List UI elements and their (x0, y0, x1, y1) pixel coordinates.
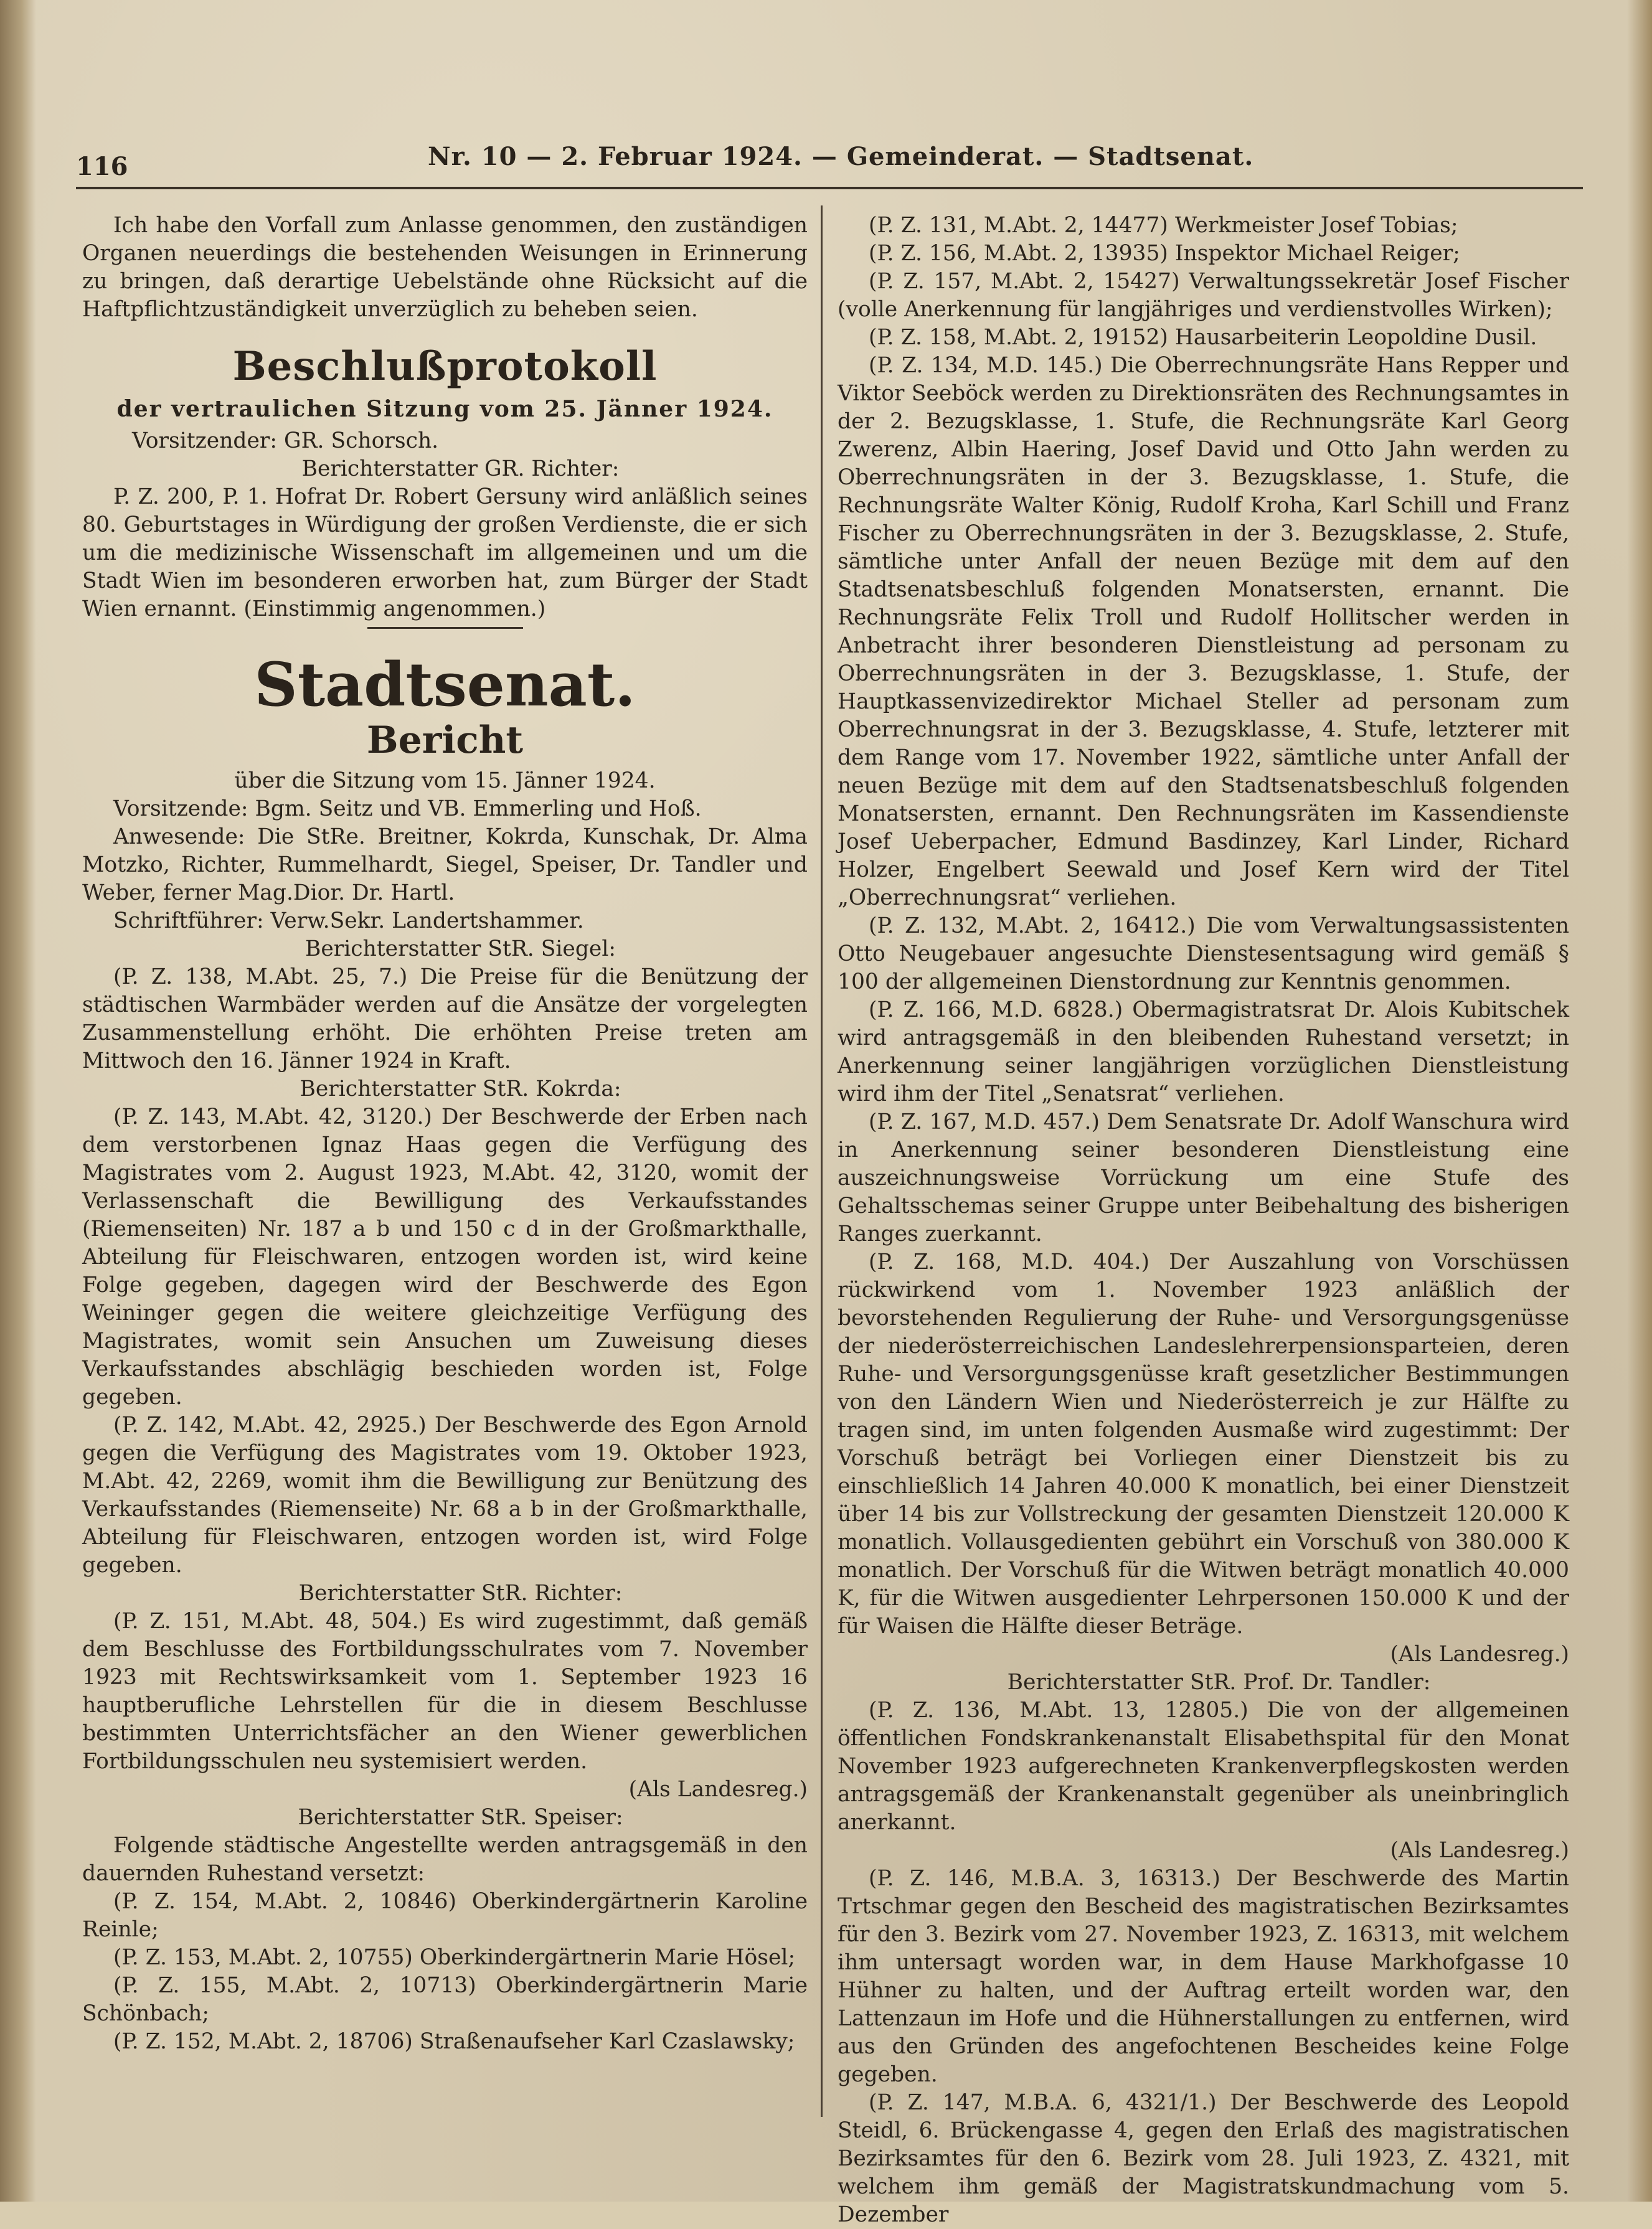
berichterstatter-siegel: Berichterstatter StR. Siegel: (304, 936, 616, 961)
paragraph-p166: (P. Z. 166, M.D. 6828.) Obermagistratsrat Dr. Alois Kubitschek wird antragsgemäß in den bleibenden Ruhestand versetzt; in Anerkennung seiner langjährigen vorzüglichen Dienstleistung wird ihm der Titel „Senatsrat“ verliehen. (838, 997, 1569, 1106)
speiser-intro: Folgende städtische Angestellte werden antragsgemäß in den dauernden Ruhestand versetzt: (82, 1833, 808, 1886)
paragraph-p155: (P. Z. 155, M.Abt. 2, 10713) Oberkindergärtnerin Marie Schönbach; (82, 1973, 808, 2026)
schriftfuehrer: Schriftführer: Verw.Sekr. Landertshammer. (113, 908, 584, 933)
paragraph-p153: (P. Z. 153, M.Abt. 2, 10755) Oberkindergärtnerin Marie Hösel; (113, 1945, 796, 1970)
page-header (76, 142, 1254, 186)
paragraph-p168: (P. Z. 168, M.D. 404.) Der Auszahlung von Vorschüssen rückwirkend vom 1. November 1923 anläßlich der bevorstehenden Regulierung der Ruhe- und Versorgungsgenüsse der niederösterreichischen Landeslehrerpensionsparteien, deren Ruhe- und Versorgungsgenüsse kraft gesetzlicher Bestimmungen von den Ländern Wien und Niederösterreich je zur Hälfte zu tragen sind, im unten folgenden Ausmaße wird zugestimmt: Der Vorschuß beträgt bei Vorliegen einer Dienstzeit bis zu einschließlich 14 Jahren 40.000 K monatlich, bei einer Dienstzeit über 14 bis zur Vollstreckung der gesamten Dienstzeit 120.000 K monatlich. Vollausgedienten gebührt ein Vorschuß von 380.000 K monatlich. Der Vorschuß für die Witwen beträgt monatlich 40.000 K, für die Witwen ausgedienter Lehrpersonen 150.000 K und der für Waisen die Hälfte dieser Beträge. (838, 1250, 1569, 1639)
berichterstatter-richter: Berichterstatter StR. Richter: (298, 1581, 623, 1606)
anwesende: Anwesende: Die StRe. Breitner, Kokrda, Kunschak, Dr. Alma Motzko, Richter, Rummelhardt, Siegel, Speiser, Dr. Tandler und Weber, ferner Mag.Dior. Dr. Hartl. (82, 824, 808, 905)
paragraph-p146: (P. Z. 146, M.B.A. 3, 16313.) Der Beschwerde des Martin Trtschmar gegen den Bescheid des magistratischen Bezirksamtes für den 3. Bezirk vom 27. November 1923, Z. 16313, mit welchem ihm untersagt worden war, in dem Hause Markhofgasse 10 Hühner zu halten, und der Auftrag erteilt worden war, den Lattenzaun im Hofe und die Hühnerstallungen zu entfernen, wird aus den Gründen des angefochtenen Bescheides keine Folge gegeben. (838, 1866, 1569, 2087)
paragraph-p132: (P. Z. 132, M.Abt. 2, 16412.) Die vom Verwaltungsassistenten Otto Neugebauer angesuchte Dienstesentsagung wird gemäß § 100 der allgemeinen Dienstordnung zur Kenntnis genommen. (838, 913, 1569, 994)
intro-paragraph: Ich habe den Vorfall zum Anlasse genommen, den zuständigen Organen neuerdings die bestehenden Weisungen in Erinnerung zu bringen, daß derartige Uebelstände ohne Rücksicht auf die Haftpflichtzuständigkeit unverzüglich zu beheben seien. (82, 213, 808, 322)
berichterstatter-richter-gr: Berichterstatter GR. Richter: (301, 456, 620, 481)
column-divider (821, 205, 823, 2117)
paragraph-p138: (P. Z. 138, M.Abt. 25, 7.) Die Preise für die Benützung der städtischen Warmbäder werden auf die Ansätze der vorgelegten Zusammenstellung erhöht. Die erhöhten Preise treten am Mittwoch den 16. Jänner 1924 in Kraft. (82, 964, 808, 1073)
paragraph-p131: (P. Z. 131, M.Abt. 2, 14477) Werkmeister Josef Tobias; (869, 213, 1458, 238)
paragraph-p147: (P. Z. 147, M.B.A. 6, 4321/1.) Der Beschwerde des Leopold Steidl, 6. Brückengasse 4, gegen den Erlaß des magistratischen Bezirksamtes für den 6. Bezirk vom 28. Juli 1923, Z. 4321, mit welchem ihm gemäß der Magistratskundmachung vom 5. Dezember (838, 2090, 1569, 2227)
right-column (838, 212, 1569, 2229)
vorsitzende: Vorsitzende: Bgm. Seitz und VB. Emmerling und Hoß. (113, 796, 702, 821)
bericht-title: Bericht (366, 719, 524, 762)
paragraph-p151: (P. Z. 151, M.Abt. 48, 504.) Es wird zugestimmt, daß gemäß dem Beschlusse des Fortbildungsschulrates vom 7. November 1923 mit Rechtswirksamkeit vom 1. September 1923 16 hauptberufliche Lehrstellen für die in diesem Beschlusse bestimmten Unterrichtsfächer an den Wiener gewerblichen Fortbildungsschulen neu systemisiert werden. (82, 1609, 808, 1774)
note-landesreg: (Als Landesreg.) (1390, 1642, 1569, 1667)
paragraph-p154: (P. Z. 154, M.Abt. 2, 10846) Oberkindergärtnerin Karoline Reinle; (82, 1889, 808, 1942)
page-edge-right (1627, 0, 1652, 2202)
berichterstatter-tandler: Berichterstatter StR. Prof. Dr. Tandler: (1007, 1670, 1431, 1695)
paragraph-p158: (P. Z. 158, M.Abt. 2, 19152) Hausarbeiterin Leopoldine Dusil. (869, 325, 1537, 350)
header-rule (76, 187, 1583, 189)
note-landesreg: (Als Landesreg.) (1390, 1838, 1569, 1863)
berichterstatter-speiser: Berichterstatter StR. Speiser: (298, 1805, 623, 1830)
paragraph-p136: (P. Z. 136, M.Abt. 13, 12805.) Die von der allgemeinen öffentlichen Fondskrankenanstalt Elisabethspital für den Monat November 1923 aufgerechneten Krankenverpflegskosten werden antragsgemäß der Krankenanstalt gegenüber als uneinbringlich anerkannt. (838, 1698, 1569, 1835)
page-number: 116 (76, 152, 128, 181)
page-edge-left (0, 0, 36, 2202)
paragraph-p152: (P. Z. 152, M.Abt. 2, 18706) Straßenaufseher Karl Czaslawsky; (113, 2029, 795, 2054)
stadtsenat-title: Stadtsenat. (254, 649, 636, 720)
protokoll-title: Beschlußprotokoll (232, 343, 658, 390)
paragraph-p134: (P. Z. 134, M.D. 145.) Die Oberrechnungsräte Hans Repper und Viktor Seeböck werden zu Direktionsräten des Rechnungsamtes in der 2. Bezugsklasse, 1. Stufe, die Rechnungsräte Karl Georg Zwerenz, Albin Haering, Josef David und Otto Jahn werden zu Oberrechnungsräten in der 3. Bezugsklasse, 1. Stufe, die Rechnungsräte Walter König, Rudolf Kroha, Karl Schill und Franz Fischer zu Oberrechnungsräten in der 3. Bezugsklasse, 2. Stufe, sämtliche unter Anfall der neuen Bezüge mit dem auf den Stadtsenatsbeschluß folgenden Monatsersten, ernannt. Die Rechnungsräte Felix Troll und Rudolf Hollitscher werden in Anbetracht ihrer besonderen Dienstleistung ad personam zu Oberrechnungsräten in der 3. Bezugsklasse, 1. Stufe, der Hauptkassenvizedirektor Michael Steller ad personam zum Oberrechnungsrat in der 3. Bezugsklasse, 4. Stufe, letzterer mit dem Range vom 17. November 1922, sämtliche unter Anfall der neuen Bezüge mit dem auf den Stadtsenatsbeschluß folgenden Monatsersten, ernannt. Den Rechnungsräten im Kassendienste Josef Ueberpacher, Edmund Basdinzey, Karl Linder, Richard Holzer, Engelbert Seewald und Josef Kern wird der Titel „Oberrechnungsrat“ verliehen. (838, 353, 1569, 910)
paragraph-p142: (P. Z. 142, M.Abt. 42, 2925.) Der Beschwerde des Egon Arnold gegen die Verfügung des Magistrates vom 19. Oktober 1923, M.Abt. 42, 2269, womit ihm die Bewilligung zur Benützung des Verkaufsstandes (Riemenseite) Nr. 68 a b in der Großmarkthalle, Abteilung für Fleischwaren, entzogen worden ist, wird Folge gegeben. (82, 1413, 808, 1578)
left-column (82, 212, 808, 2056)
running-title: Nr. 10 — 2. Februar 1924. — Gemeinderat. — Stadtsenat. (428, 142, 1254, 171)
berichterstatter-kokrda: Berichterstatter StR. Kokrda: (300, 1077, 621, 1101)
paragraph-p156: (P. Z. 156, M.Abt. 2, 13935) Inspektor Michael Reiger; (869, 241, 1460, 266)
protokoll-subtitle: der vertraulichen Sitzung vom 25. Jänner 1924. (116, 396, 773, 422)
paragraph-p143: (P. Z. 143, M.Abt. 42, 3120.) Der Beschwerde der Erben nach dem verstorbenen Ignaz Haas gegen die Verfügung des Magistrates vom 2. August 1923, M.Abt. 42, 3120, womit der Verlassenschaft die Bewilligung des Verkaufsstandes (Riemenseiten) Nr. 187 a b und 150 c d in der Großmarkthalle, Abteilung für Fleischwaren, entzogen worden ist, wird keine Folge gegeben, dagegen wird der Beschwerde des Egon Weininger gegen die weitere gleichzeitige Verfügung des Magistrates, womit sein Ansuchen um Zuweisung dieses Verkaufsstandes abschlägig beschieden worden ist, Folge gegeben. (82, 1105, 808, 1410)
gersuny-paragraph: P. Z. 200, P. 1. Hofrat Dr. Robert Gersuny wird anläßlich seines 80. Geburtstages in Würdigung der großen Verdienste, die er sich um die medizinische Wissenschaft im allgemeinen und um die Stadt Wien im besonderen erworben hat, zum Bürger der Stadt Wien ernannt. (Einstimmig angenommen.) (82, 484, 808, 621)
section-rule (367, 627, 523, 629)
note-landesreg: (Als Landesreg.) (628, 1777, 808, 1802)
paragraph-p157: (P. Z. 157, M.Abt. 2, 15427) Verwaltungssekretär Josef Fischer (volle Anerkennung für langjähriges und verdienstvolles Wirken); (838, 269, 1569, 322)
sitzung-datum: über die Sitzung vom 15. Jänner 1924. (234, 768, 656, 793)
vorsitzender: Vorsitzender: GR. Schorsch. (132, 428, 439, 453)
paragraph-p167: (P. Z. 167, M.D. 457.) Dem Senatsrate Dr. Adolf Wanschura wird in Anerkennung seiner besonderen Dienstleistung eine auszeichnungsweise Vorrückung um eine Stufe des Gehaltsschemas seiner Gruppe unter Beibehaltung des bisherigen Ranges zuerkannt. (838, 1110, 1569, 1246)
